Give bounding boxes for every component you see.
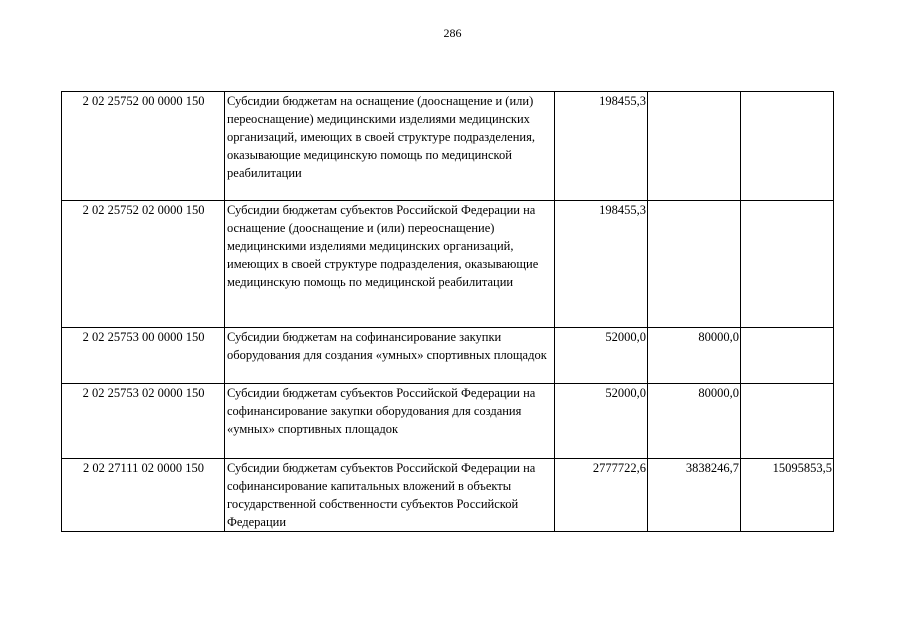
amount-cell-3: 15095853,5: [741, 459, 834, 532]
amount-cell-2: 80000,0: [648, 328, 741, 384]
amount-cell-1: 2777722,6: [555, 459, 648, 532]
amount-cell-1: 198455,3: [555, 201, 648, 328]
amount-cell-3: [741, 92, 834, 201]
amount-cell-3: [741, 201, 834, 328]
page-number: 286: [443, 26, 462, 40]
amount-cell-2: [648, 92, 741, 201]
budget-code-cell: 2 02 25752 02 0000 150: [62, 201, 225, 328]
amount-cell-3: [741, 384, 834, 459]
table-row: [62, 328, 834, 384]
budget-table: [61, 91, 834, 532]
budget-code-cell: 2 02 25753 00 0000 150: [62, 328, 225, 384]
amount-cell-1: 52000,0: [555, 328, 648, 384]
amount-cell-2: 80000,0: [648, 384, 741, 459]
amount-cell-3: [741, 328, 834, 384]
table-row: [62, 92, 834, 201]
table-row: [62, 384, 834, 459]
amount-cell-1: 198455,3: [555, 92, 648, 201]
description-cell: Субсидии бюджетам на оснащение (дооснащение и (или) переоснащение) медицинскими изделиями медицинских организаций, имеющих в своей структуре подразделения, оказывающие медицинскую помощь по медицинской реабилитации: [225, 92, 555, 201]
budget-code-cell: 2 02 27111 02 0000 150: [62, 459, 225, 532]
amount-cell-2: [648, 201, 741, 328]
description-cell: Субсидии бюджетам субъектов Российской Федерации на оснащение (дооснащение и (или) переоснащение) медицинскими изделиями медицинских организаций, имеющих в своей структуре подразделения, оказывающие медицинскую помощь по медицинской реабилитации: [225, 201, 555, 328]
amount-cell-2: 3838246,7: [648, 459, 741, 532]
description-cell: Субсидии бюджетам субъектов Российской Федерации на софинансирование закупки оборудования для создания «умных» спортивных площадок: [225, 384, 555, 459]
description-cell: Субсидии бюджетам субъектов Российской Федерации на софинансирование капитальных вложений в объекты государственной собственности субъектов Российской Федерации: [225, 459, 555, 532]
table-row: [62, 201, 834, 328]
amount-cell-1: 52000,0: [555, 384, 648, 459]
description-cell: Субсидии бюджетам на софинансирование закупки оборудования для создания «умных» спортивных площадок: [225, 328, 555, 384]
budget-code-cell: 2 02 25752 00 0000 150: [62, 92, 225, 201]
budget-code-cell: 2 02 25753 02 0000 150: [62, 384, 225, 459]
table-row: [62, 459, 834, 532]
